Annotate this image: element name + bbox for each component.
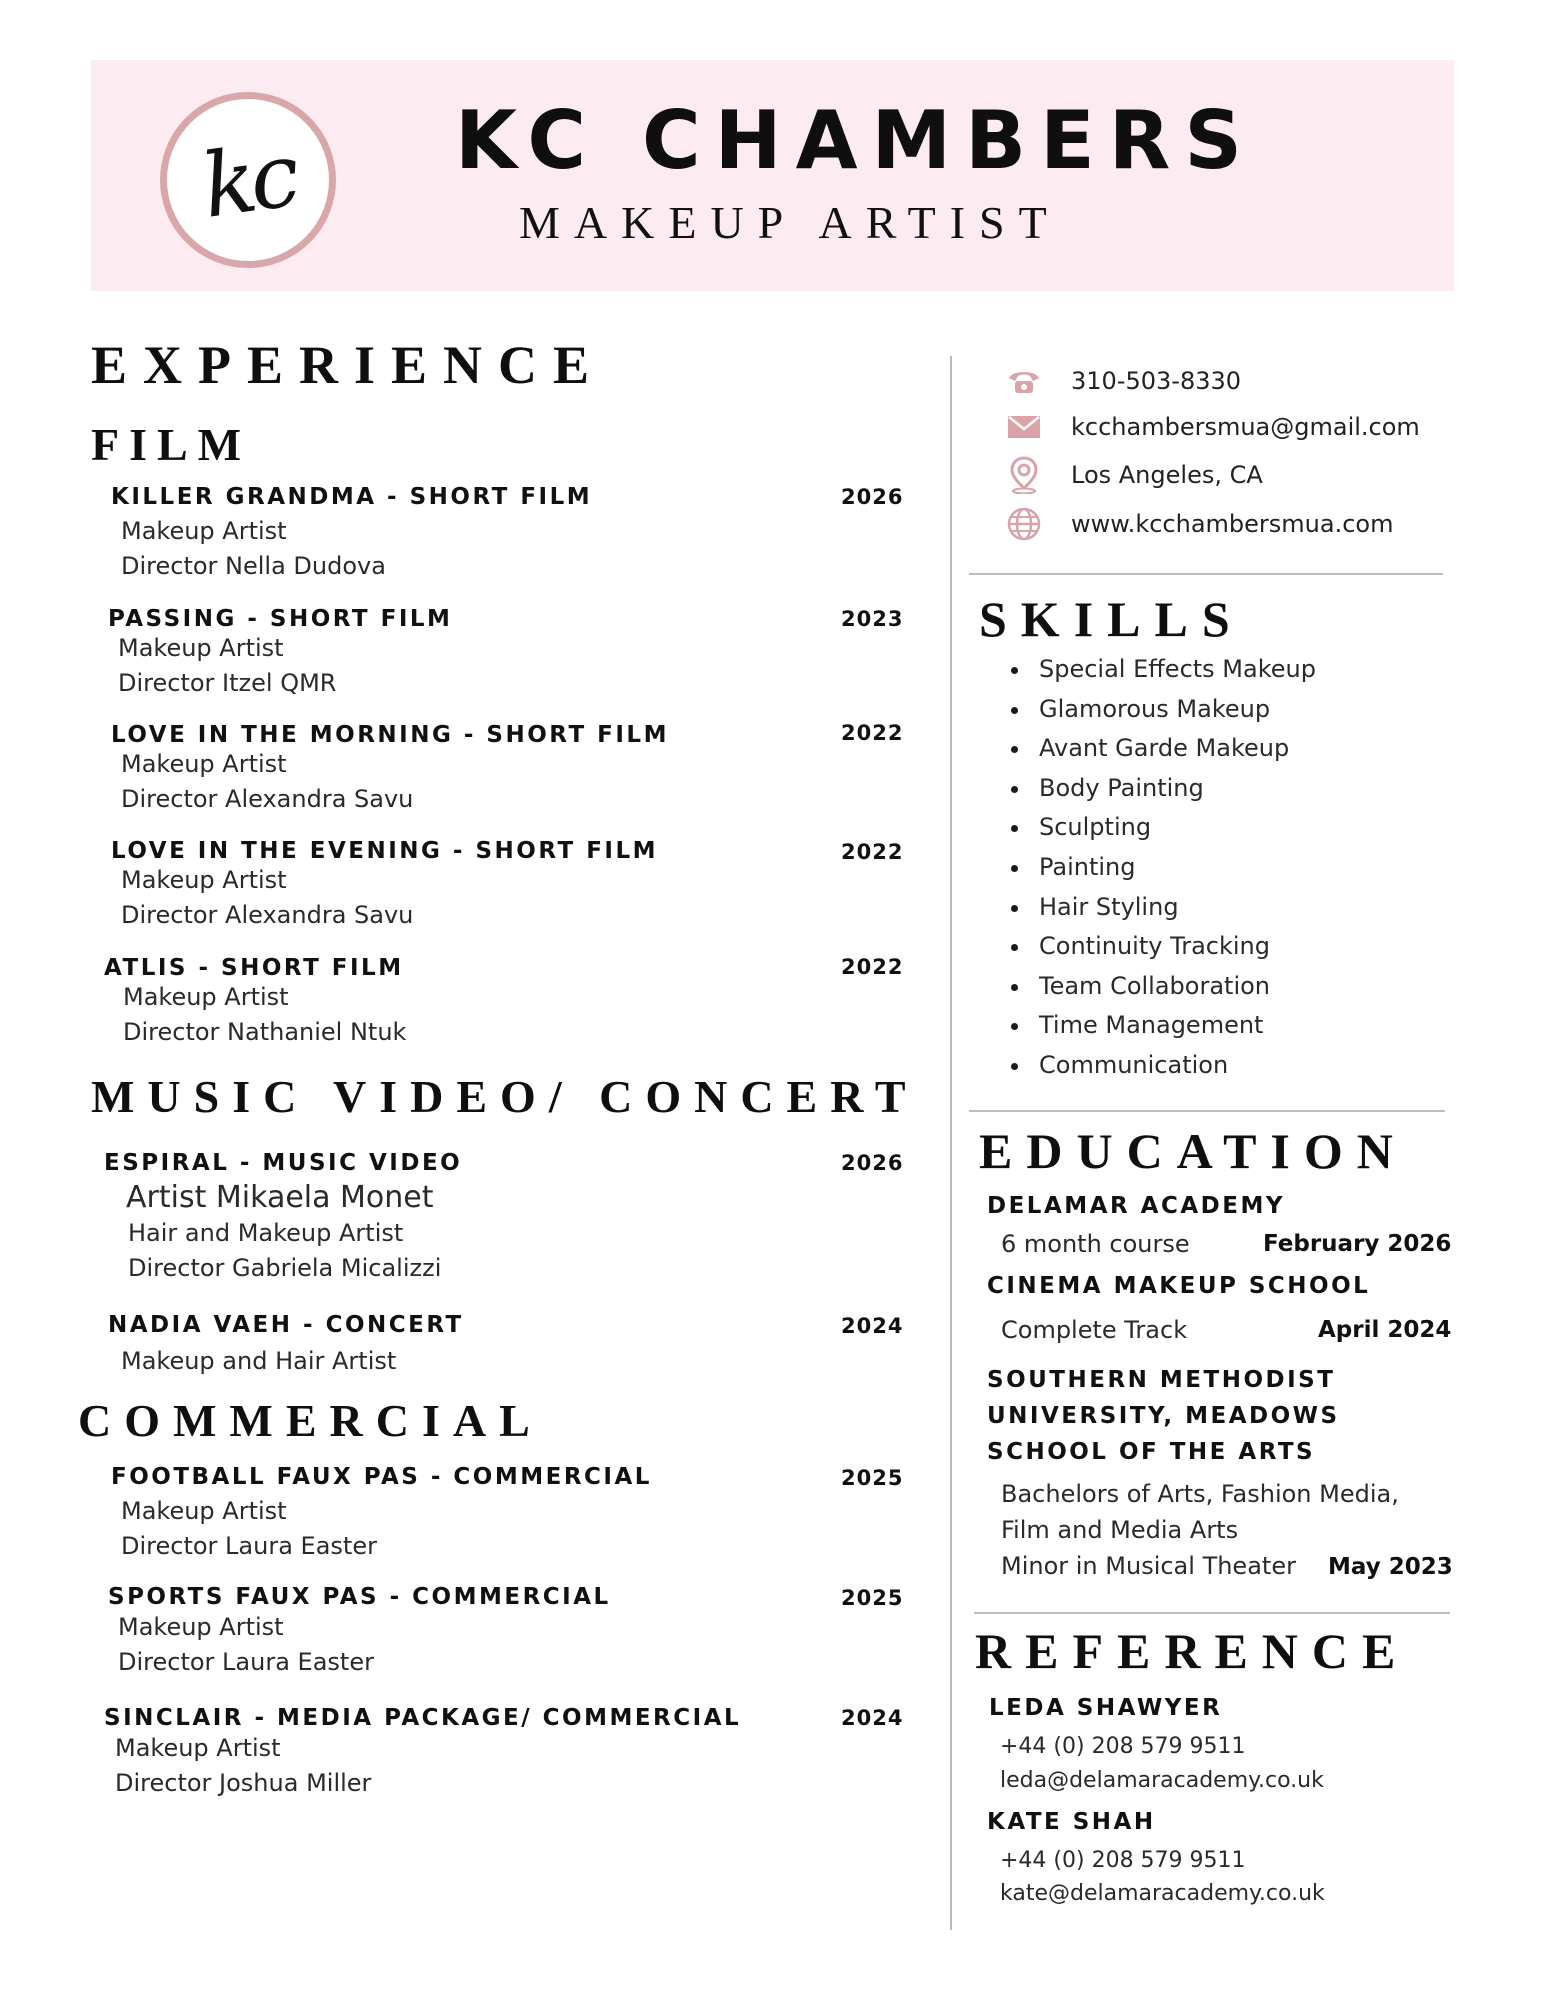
entry-year: 2025 [841,1466,904,1490]
film-entry [111,484,592,580]
skill-item: Hair Styling [1005,888,1316,928]
skill-item: Sculpting [1005,808,1316,848]
school-detail: Bachelors of Arts, Fashion Media, [1001,1480,1399,1508]
entry-director: Director Gabriela Micalizzi [128,1254,442,1282]
school-name: DELAMAR ACADEMY [987,1193,1285,1219]
entry-role: Makeup Artist [121,517,287,545]
entry-year: 2024 [841,1706,904,1730]
skill-item: Body Painting [1005,769,1316,809]
reference-name: KATE SHAH [987,1809,1156,1835]
name-title: KC CHAMBERS [455,94,1256,187]
entry-director: Director Itzel QMR [118,669,337,697]
school-detail: Complete Track [1001,1316,1188,1344]
film-entry [111,838,658,929]
commercial-entry [111,1464,652,1560]
website-link[interactable]: www.kcchambersmua.com [1071,510,1394,538]
entry-director: Director Alexandra Savu [121,785,414,813]
location-text: Los Angeles, CA [1071,461,1263,489]
skill-item: Continuity Tracking [1005,927,1316,967]
skill-item: Communication [1005,1046,1316,1086]
logo-monogram: kc [195,122,301,238]
school-detail: Film and Media Arts [1001,1516,1239,1544]
entry-role: Makeup Artist [118,1613,284,1641]
reference-name: LEDA SHAWYER [989,1695,1223,1721]
skills-divider [969,1110,1445,1112]
entry-year: 2023 [841,607,904,631]
education-heading: EDUCATION [979,1123,1407,1179]
skill-item: Avant Garde Makeup [1005,729,1316,769]
column-divider [950,356,952,1930]
job-title: MAKEUP ARTIST [519,197,1061,248]
location-pin-icon [1005,456,1043,494]
school-date: February 2026 [1263,1231,1452,1257]
contact-divider [969,573,1443,575]
experience-heading: EXPERIENCE [91,335,606,395]
entry-year: 2025 [841,1586,904,1610]
entry-director: Director Nathaniel Ntuk [123,1018,407,1046]
school-name: SCHOOL OF THE ARTS [987,1439,1316,1465]
reference-heading: REFERENCE [975,1623,1410,1679]
commercial-entry [104,1705,741,1797]
entry-role: Hair and Makeup Artist [128,1219,404,1247]
music-entry [108,1312,464,1375]
entry-year: 2024 [841,1314,904,1338]
skill-item: Special Effects Makeup [1005,650,1316,690]
entry-title: LOVE IN THE EVENING - SHORT FILM [111,838,659,864]
film-heading: FILM [91,419,252,470]
skills-heading: SKILLS [979,591,1244,647]
entry-title: SPORTS FAUX PAS - COMMERCIAL [108,1584,611,1610]
entry-title: ESPIRAL - MUSIC VIDEO [104,1150,463,1176]
entry-title: ATLIS - SHORT FILM [104,955,404,981]
skills-list [1005,650,1316,1086]
phone-icon [1005,362,1043,400]
entry-title: NADIA VAEH - CONCERT [108,1312,464,1338]
entry-role: Makeup Artist [115,1734,281,1762]
envelope-icon [1005,408,1043,446]
entry-director: Director Alexandra Savu [121,901,414,929]
school-name: SOUTHERN METHODIST [987,1367,1336,1393]
entry-year: 2026 [841,1151,904,1175]
contact-phone [1005,362,1242,400]
entry-title: LOVE IN THE MORNING - SHORT FILM [111,722,669,748]
entry-title: PASSING - SHORT FILM [108,606,453,632]
school-name: UNIVERSITY, MEADOWS [987,1403,1340,1429]
music-video-heading: MUSIC VIDEO/ CONCERT [91,1071,919,1122]
school-detail: 6 month course [1001,1230,1190,1258]
reference-phone[interactable]: +44 (0) 208 579 9511 [1000,1848,1246,1873]
commercial-entry [108,1584,611,1676]
music-entry [104,1150,462,1282]
entry-title: FOOTBALL FAUX PAS - COMMERCIAL [111,1464,652,1490]
entry-title: KILLER GRANDMA - SHORT FILM [111,484,593,510]
entry-year: 2026 [841,485,904,509]
film-entry [111,722,669,813]
entry-director: Director Nella Dudova [121,552,386,580]
entry-role: Makeup Artist [121,750,287,778]
skill-item: Time Management [1005,1006,1316,1046]
globe-icon [1005,505,1043,543]
school-name: CINEMA MAKEUP SCHOOL [987,1273,1371,1299]
entry-role: Makeup and Hair Artist [121,1347,397,1375]
skill-item: Painting [1005,848,1316,888]
reference-email[interactable]: leda@delamaracademy.co.uk [1000,1768,1324,1793]
entry-role: Makeup Artist [118,634,284,662]
reference-phone[interactable]: +44 (0) 208 579 9511 [1000,1734,1246,1759]
skill-item: Glamorous Makeup [1005,690,1316,730]
contact-email [1005,408,1420,446]
reference-email[interactable]: kate@delamaracademy.co.uk [1000,1881,1325,1906]
contact-website [1005,505,1394,543]
school-date: April 2024 [1318,1317,1452,1343]
entry-role: Makeup Artist [123,983,289,1011]
entry-role: Makeup Artist [121,866,287,894]
entry-director: Director Laura Easter [118,1648,374,1676]
email-address[interactable]: kcchambersmua@gmail.com [1071,413,1420,441]
entry-year: 2022 [841,840,904,864]
header-banner [91,60,1454,291]
phone-number[interactable]: 310-503-8330 [1071,367,1242,395]
entry-director: Director Laura Easter [121,1532,377,1560]
film-entry [104,955,406,1046]
entry-role: Makeup Artist [121,1497,287,1525]
school-detail: Minor in Musical Theater [1001,1552,1296,1580]
entry-year: 2022 [841,955,904,979]
film-entry [108,606,452,697]
skill-item: Team Collaboration [1005,967,1316,1007]
entry-artist: Artist Mikaela Monet [126,1180,434,1215]
kc-logo [160,92,336,268]
entry-director: Director Joshua Miller [115,1769,372,1797]
contact-location [1005,456,1263,494]
entry-title: SINCLAIR - MEDIA PACKAGE/ COMMERCIAL [104,1705,742,1731]
commercial-heading: COMMERCIAL [78,1395,543,1446]
entry-year: 2022 [841,721,904,745]
education-divider [974,1612,1450,1614]
school-date: May 2023 [1328,1554,1453,1580]
